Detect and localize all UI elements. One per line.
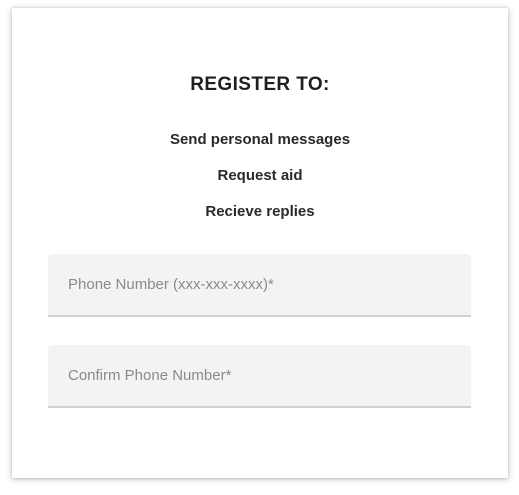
phone-number-field[interactable]: [48, 254, 471, 317]
confirm-phone-number-input[interactable]: [48, 345, 471, 406]
phone-number-input[interactable]: [48, 254, 471, 315]
register-title: REGISTER TO:: [190, 74, 330, 95]
benefit-item-receive-replies: Recieve replies: [205, 203, 315, 220]
benefit-item-request-aid: Request aid: [217, 167, 303, 184]
benefits-list: [12, 131, 508, 239]
register-card: [12, 8, 508, 478]
benefit-item-send-messages: Send personal messages: [169, 131, 351, 148]
confirm-phone-number-field[interactable]: [48, 345, 471, 408]
